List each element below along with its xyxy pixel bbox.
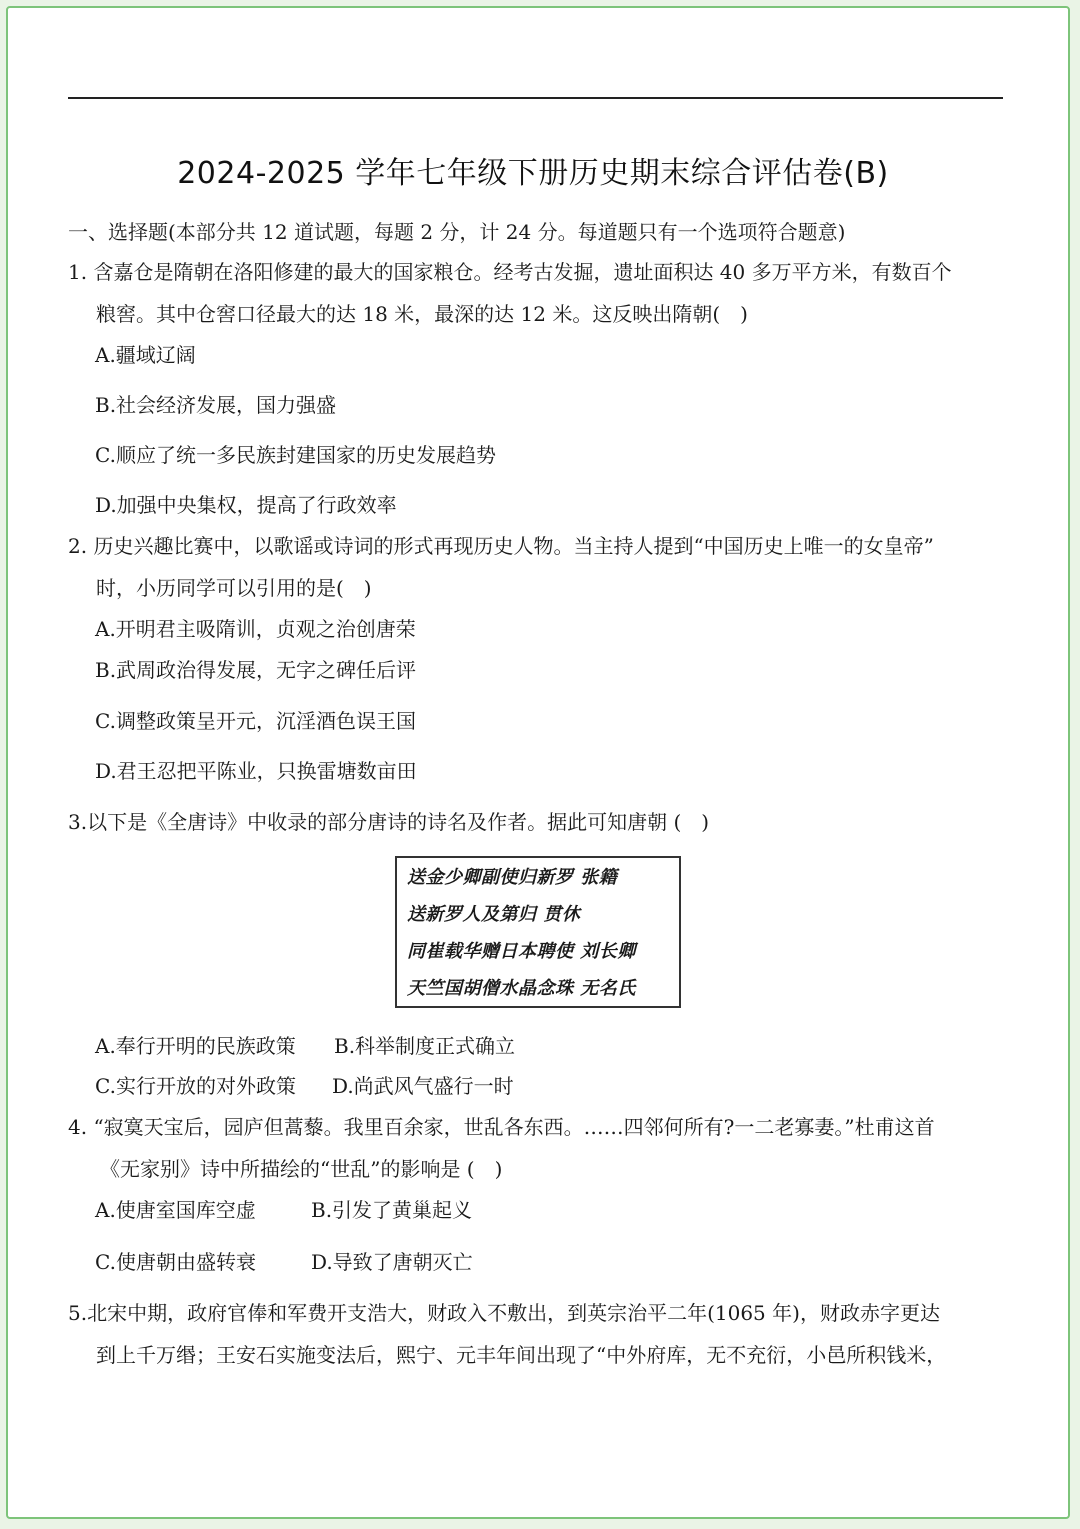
q2-option-a: A.开明君主吸隋训，贞观之治创唐荣 — [95, 617, 416, 641]
q2-option-c: C.调整政策呈开元，沉淫酒色误王国 — [95, 709, 416, 733]
poem-line: 同崔载华赠日本聘使 刘长卿 — [407, 941, 636, 962]
q4-option-a: A.使唐室国库空虚 — [95, 1198, 256, 1222]
q3-option-c: C.实行开放的对外政策 — [95, 1074, 296, 1098]
poem-line: 天竺国胡僧水晶念珠 无名氏 — [407, 978, 636, 999]
header-rule — [68, 97, 1003, 99]
q3-option-a: A.奉行开明的民族政策 — [95, 1034, 296, 1058]
q3-stem-line1: 3.以下是《全唐诗》中收录的部分唐诗的诗名及作者。据此可知唐朝 ( ) — [68, 810, 710, 834]
q1-option-c: C.顺应了统一多民族封建国家的历史发展趋势 — [95, 443, 496, 467]
q1-stem-line2: 粮窖。其中仓窖口径最大的达 18 米，最深的达 12 米。这反映出隋朝( ) — [96, 302, 748, 326]
exam-title: 2024-2025 学年七年级下册历史期末综合评估卷(B) — [177, 156, 889, 191]
q2-option-b: B.武周政治得发展，无字之碑任后评 — [95, 658, 417, 682]
q4-stem-line2: 《无家别》诗中所描绘的“世乱”的影响是 ( ) — [100, 1157, 503, 1181]
q4-stem-line1: 4. “寂寞天宝后，园庐但蒿藜。我里百余家，世乱各东西。……四邻何所有?一二老寡妻。”杜甫这首 — [68, 1115, 935, 1139]
poem-line: 送金少卿副使归新罗 张籍 — [407, 867, 618, 888]
q1-option-a: A.疆域辽阔 — [95, 343, 196, 367]
q5-stem-line1: 5.北宋中期，政府官俸和军费开支浩大，财政入不敷出，到英宗治平二年(1065 年)，财政赤字更达 — [68, 1301, 940, 1325]
poem-line: 送新罗人及第归 贯休 — [407, 904, 581, 925]
q4-option-b: B.引发了黄巢起义 — [311, 1198, 473, 1222]
q3-option-b: B.科举制度正式确立 — [334, 1034, 516, 1058]
q1-stem-line1: 1. 含嘉仓是隋朝在洛阳修建的最大的国家粮仓。经考古发掘，遗址面积达 40 多万平方米，有数百个 — [68, 260, 952, 284]
q4-option-c: C.使唐朝由盛转衰 — [95, 1250, 256, 1274]
section-heading: 一、选择题(本部分共 12 道试题，每题 2 分，计 24 分。每道题只有一个选项符合题意) — [68, 220, 846, 244]
q3-option-d: D.尚武风气盛行一时 — [332, 1074, 514, 1098]
q2-option-d: D.君王忍把平陈业，只换雷塘数亩田 — [95, 759, 417, 783]
q4-option-d: D.导致了唐朝灭亡 — [311, 1250, 473, 1274]
q5-stem-line2: 到上千万缗；王安石实施变法后，熙宁、元丰年间出现了“中外府库，无不充衍，小邑所积钱米， — [96, 1343, 947, 1367]
q1-option-b: B.社会经济发展，国力强盛 — [95, 393, 337, 417]
q2-stem-line1: 2. 历史兴趣比赛中，以歌谣或诗词的形式再现历史人物。当主持人提到“中国历史上唯一的女皇帝” — [68, 534, 934, 558]
poem-list-box — [395, 856, 681, 1008]
q1-option-d: D.加强中央集权，提高了行政效率 — [95, 493, 397, 517]
q2-stem-line2: 时，小历同学可以引用的是( ) — [96, 576, 372, 600]
